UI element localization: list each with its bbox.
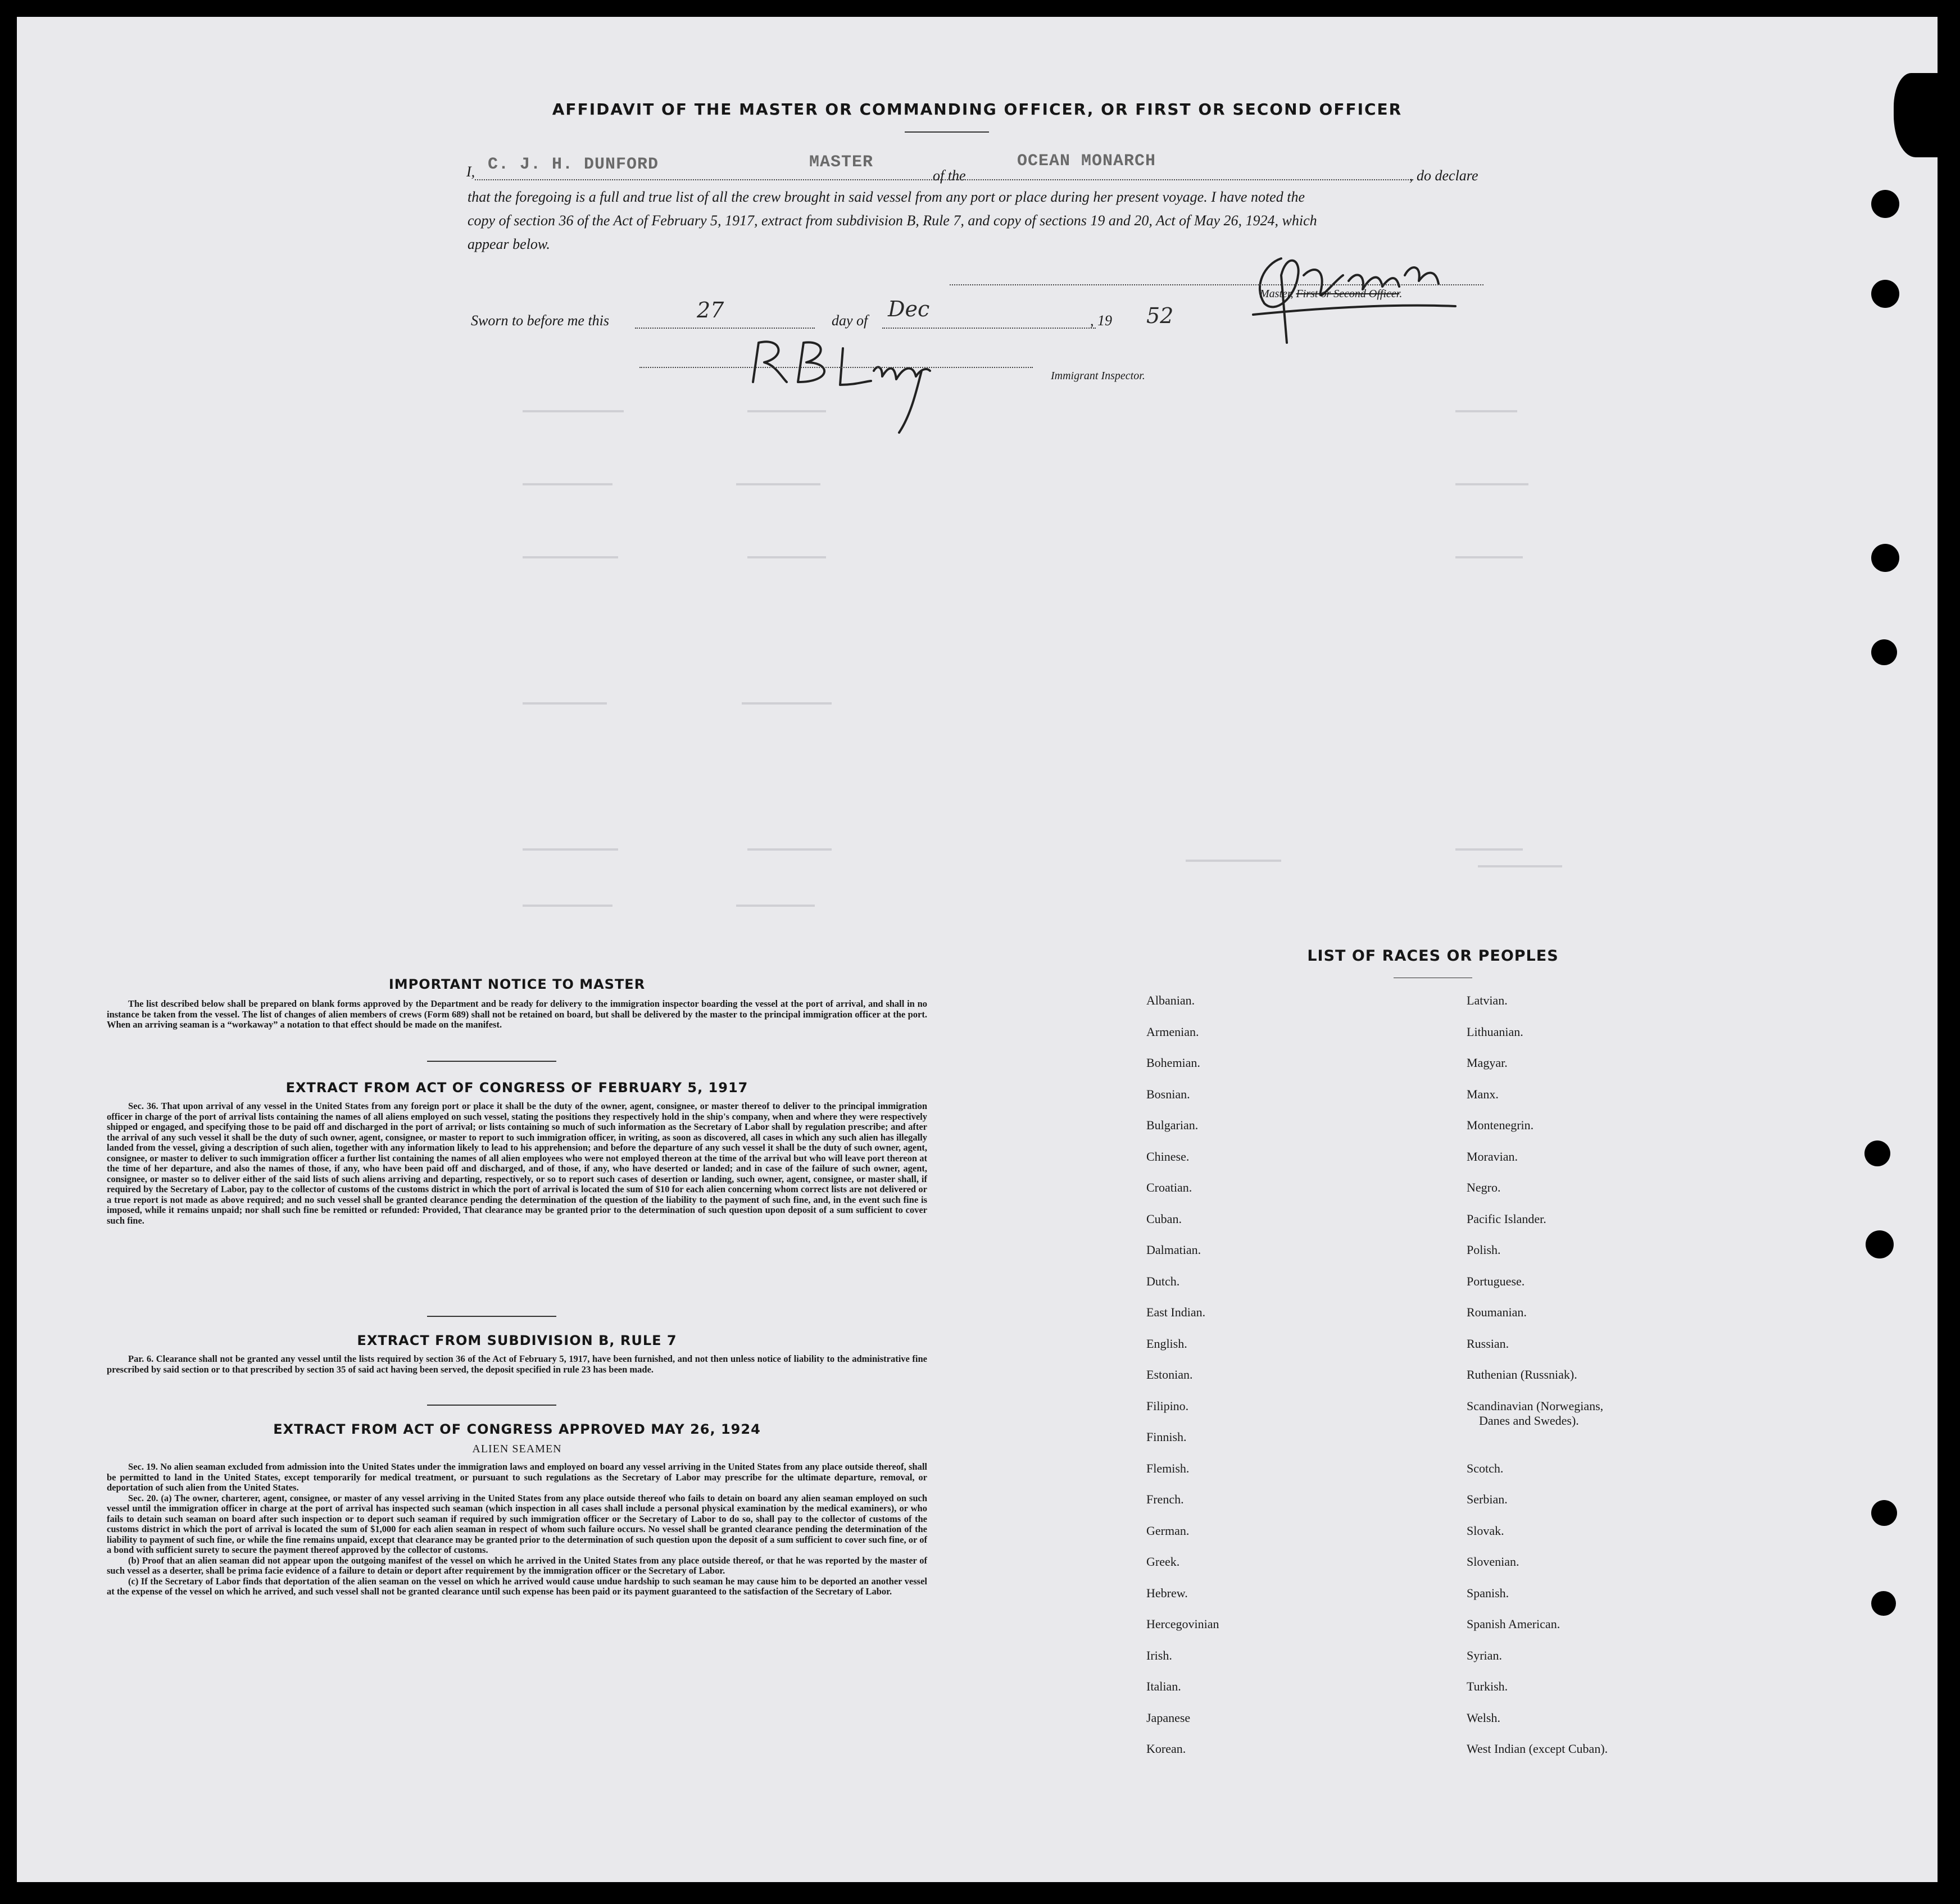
separator-1 <box>427 1061 556 1062</box>
race-item: Chinese. <box>1146 1149 1190 1164</box>
punch-hole <box>1871 280 1899 308</box>
sworn-day: 27 <box>697 298 724 322</box>
race-item: Scotch. <box>1467 1461 1504 1475</box>
race-item: Lithuanian. <box>1467 1024 1523 1039</box>
sworn-text: Sworn to before me this <box>471 312 610 329</box>
race-item: Syrian. <box>1467 1648 1502 1662</box>
race-item: Flemish. <box>1146 1461 1190 1475</box>
sworn-year: 52 <box>1146 303 1174 328</box>
punch-hole <box>1871 639 1897 665</box>
race-item: Ruthenian (Russniak). <box>1467 1367 1577 1382</box>
race-item: German. <box>1146 1523 1190 1538</box>
vessel-name: OCEAN MONARCH <box>1017 152 1156 171</box>
race-item: Bohemian. <box>1146 1056 1200 1070</box>
notice-body: The list described below shall be prepared on blank forms approved by the Department and be ready for delivery to the immigration inspector boarding the vessel at the port of arrival, and shall in no instance be taken from the vessel. The list of changes of alien members of crews (Form 689) shall not be retained on board, but shall be delivered by the master to the principal immigration officer at the port. When an arriving seaman is a “workaway” a notation to that effect should be made on the manifest. <box>107 998 927 1030</box>
race-item: Turkish. <box>1467 1679 1508 1693</box>
document-page <box>17 17 1938 1882</box>
punch-hole <box>1871 190 1899 218</box>
signature-line <box>950 284 1483 285</box>
extract-1917-body: Sec. 36. That upon arrival of any vessel in the United States from any foreign port or place it shall be the duty of the owner, agent, consignee, or master thereof to deliver to the principal immigration officer in charge of the port of arrival lists containing the names of all aliens employed on such vessel, stating the positions they respectively hold in the ship's company, when and where they were respectively shipped or engaged, and specifying those to be paid off and discharged in the port of arrival; or lists containing so much of such information as the Secretary of Labor shall by regulation prescribe; and after the arrival of any such vessel it shall be the duty of such owner, agent, consignee, or master to report to such immigration officer, in writing, as soon as discovered, all cases in which any such alien has illegally landed from the vessel, giving a description of such alien, together with any information likely to lead to his apprehension; and before the departure of any such vessel it shall be the duty of such owner, agent, consignee, or master to deliver to such immigration officer a further list containing the names of all alien employees who were not employed thereon at the time of the arrival but who will leave port thereon at the time of her departure, and also the names of those, if any, who have been paid off and discharged, and of those, if any, who have deserted or landed; and in case of the failure of such owner, agent, consignee, or master so to deliver either of the said lists of such aliens arriving and departing, respectively, or so to report such cases of desertion or landing, such owner, agent, consignee, or master shall, if required by the Secretary of Labor, pay to the collector of customs of the customs district in which the port of arrival is located the sum of $10 for each alien concerning whom correct lists are not delivered or a true report is not made as above required; and no such vessel shall be granted clearance pending the determination of the question of the liability to the payment of such fine, and, in the event such fine is imposed, while it remains unpaid; nor shall such fine be remitted or refunded: Provided, That clearance may be granted prior to the determination of such question upon deposit of a sum sufficient to cover such fine. <box>107 1101 927 1226</box>
race-item: Latvian. <box>1467 993 1508 1007</box>
race-item: Bosnian. <box>1146 1087 1190 1101</box>
race-item: Irish. <box>1146 1648 1172 1662</box>
separator-3 <box>427 1405 556 1406</box>
race-item: Finnish. <box>1146 1430 1187 1444</box>
race-item: Estonian. <box>1146 1367 1193 1382</box>
race-item: Moravian. <box>1467 1149 1518 1164</box>
race-item: Albanian. <box>1146 993 1195 1007</box>
race-item: Pacific Islander. <box>1467 1211 1546 1226</box>
race-item: Greek. <box>1146 1555 1180 1569</box>
race-item: Hebrew. <box>1146 1585 1188 1600</box>
race-item: Italian. <box>1146 1679 1181 1693</box>
rule7-body: Par. 6. Clearance shall not be granted any vessel until the lists required by section 36 of the Act of February 5, 1917, have been furnished, and not then unless notice of liability to the administrative fine prescribed by said section or to that prescribed by section 35 of said act having been served, the deposit specified in rule 23 has been made. <box>107 1353 927 1375</box>
race-item: Hercegovinian <box>1146 1617 1219 1631</box>
notice-heading: IMPORTANT NOTICE TO MASTER <box>388 976 646 992</box>
race-left-column <box>1146 993 1219 1773</box>
race-item: Filipino. <box>1146 1398 1189 1413</box>
race-item: Scandinavian (Norwegians, Danes and Swedes). <box>1467 1399 1608 1461</box>
title-rule <box>905 131 989 133</box>
race-item: Negro. <box>1467 1180 1501 1194</box>
sworn-month: Dec <box>888 297 930 321</box>
sworn-day-line <box>635 327 815 329</box>
inspector-line <box>639 366 1033 368</box>
race-item: East Indian. <box>1146 1305 1206 1319</box>
decl-line-4: appear below. <box>468 236 550 252</box>
race-item: Japanese <box>1146 1710 1191 1725</box>
race-item: Spanish. <box>1467 1585 1509 1600</box>
rank: MASTER <box>809 153 874 172</box>
punch-hole <box>1864 1140 1890 1166</box>
race-item: Dalmatian. <box>1146 1243 1201 1257</box>
race-item: Slovenian. <box>1467 1555 1519 1569</box>
alien-seamen-subheading: ALIEN SEAMEN <box>472 1443 562 1455</box>
punch-hole <box>1871 1500 1897 1526</box>
race-item: Slovak. <box>1467 1523 1504 1538</box>
signature-caption: Master, First or Second Officer. <box>1260 288 1403 300</box>
race-item: Roumanian. <box>1467 1305 1527 1319</box>
decl-do-declare: , do declare <box>1409 167 1478 184</box>
decl-line-2: that the foregoing is a full and true list of all the crew brought in said vessel from any port or place during her present voyage. I have noted the <box>468 189 1305 205</box>
race-item: Manx. <box>1467 1087 1499 1101</box>
separator-2 <box>427 1316 556 1317</box>
decl-i: I, <box>466 163 475 180</box>
decl-of-the: of the <box>933 167 966 184</box>
day-of: day of <box>832 312 868 329</box>
races-heading: LIST OF RACES OR PEOPLES <box>1307 947 1559 965</box>
rule7-heading: EXTRACT FROM SUBDIVISION B, RULE 7 <box>357 1333 677 1348</box>
race-item: Armenian. <box>1146 1024 1199 1039</box>
inspector-caption: Immigrant Inspector. <box>1051 370 1145 382</box>
punch-hole <box>1871 544 1899 572</box>
year-prefix: , 19 <box>1090 312 1112 329</box>
race-item-continuation: Danes and Swedes). <box>1479 1413 1579 1428</box>
master-name: C. J. H. DUNFORD <box>488 155 659 174</box>
race-item: Bulgarian. <box>1146 1118 1199 1132</box>
decl-line-3: copy of section 36 of the Act of February 5, 1917, extract from subdivision B, Rule 7, and copy of sections 19 and 20, Act of May 26, 1924, which <box>468 212 1317 229</box>
inspector-signature <box>742 331 944 438</box>
race-item: Serbian. <box>1467 1492 1508 1506</box>
race-item: Russian. <box>1467 1336 1509 1351</box>
race-item: Dutch. <box>1146 1274 1180 1288</box>
race-item: French. <box>1146 1492 1184 1506</box>
affidavit-title: AFFIDAVIT OF THE MASTER OR COMMANDING OFFICER, OR FIRST OR SECOND OFFICER <box>552 100 1403 119</box>
extract-1924-heading: EXTRACT FROM ACT OF CONGRESS APPROVED MAY 26, 1924 <box>273 1421 761 1437</box>
race-item: Korean. <box>1146 1742 1186 1756</box>
race-item: Portuguese. <box>1467 1274 1525 1288</box>
race-right-column <box>1467 993 1608 1773</box>
extract-1924-body: Sec. 19. No alien seaman excluded from admission into the United States under the immigration laws and employed on board any vessel arriving in the United States from any place outside thereof, shall be permitted to land in the United States, except temporarily for medical treatment, or pursuant to such regulations as the Secretary of Labor may prescribe for the ultimate departure, removal, or deportation of such alien from the United States. Sec. 20. (a) The owner, charterer, agent, consignee, or master of any vessel arriving in the United States from any place outside thereof who fails to detain on board any alien seaman employed on such vessel until the immigration officer in charge at the port of arrival has inspected such seaman (which inspection in all cases shall include a personal physical examination by the medical examiners), or who fails to detain such seaman on board after such inspection or to deport such seaman if required by such immigration officer or the Secretary of Labor to do so, shall pay to the collector of customs of the customs district in which the port of arrival is located the sum of $1,000 for each alien seaman in respect of whom such failure occurs. No vessel shall be granted clearance pending the determination of the liability to payment of such fine, or while the fine remains unpaid, except that clearance may be granted prior to the determination of such question upon the deposit of a sum sufficient to cover such fine, or of a bond with sufficient surety to secure the payment thereof approved by the collector of customs. (b) Proof that an alien seaman did not appear upon the outgoing manifest of the vessel on which he arrived in the United States from any place outside thereof, or that he was reported by the master of such vessel as a deserter, shall be prima facie evidence of a failure to detain or deport after requirement by the immigration officer or the Secretary of Labor. (c) If the Secretary of Labor finds that deportation of the alien seaman on the vessel on which he arrived would cause undue hardship to such seaman he may cause him to be deported an another vessel at the expense of the vessel on which he arrived, and such vessel shall not be granted clearance until such expense has been paid or its payment guaranteed to the satisfaction of the Secretary of Labor. <box>107 1461 927 1597</box>
extract-1917-heading: EXTRACT FROM ACT OF CONGRESS OF FEBRUARY 5, 1917 <box>285 1080 748 1096</box>
sworn-month-line <box>882 327 1096 329</box>
race-item: Montenegrin. <box>1467 1118 1534 1132</box>
race-item: Magyar. <box>1467 1056 1508 1070</box>
race-item: Croatian. <box>1146 1180 1192 1194</box>
race-item: West Indian (except Cuban). <box>1467 1742 1608 1756</box>
race-item: Spanish American. <box>1467 1617 1560 1631</box>
race-item: Welsh. <box>1467 1710 1500 1725</box>
race-item: Polish. <box>1467 1243 1501 1257</box>
name-line <box>475 179 1413 180</box>
punch-hole <box>1871 1591 1896 1616</box>
race-item: Cuban. <box>1146 1211 1182 1226</box>
race-item: English. <box>1146 1336 1187 1351</box>
torn-corner <box>1894 73 1938 157</box>
punch-hole <box>1866 1230 1894 1258</box>
